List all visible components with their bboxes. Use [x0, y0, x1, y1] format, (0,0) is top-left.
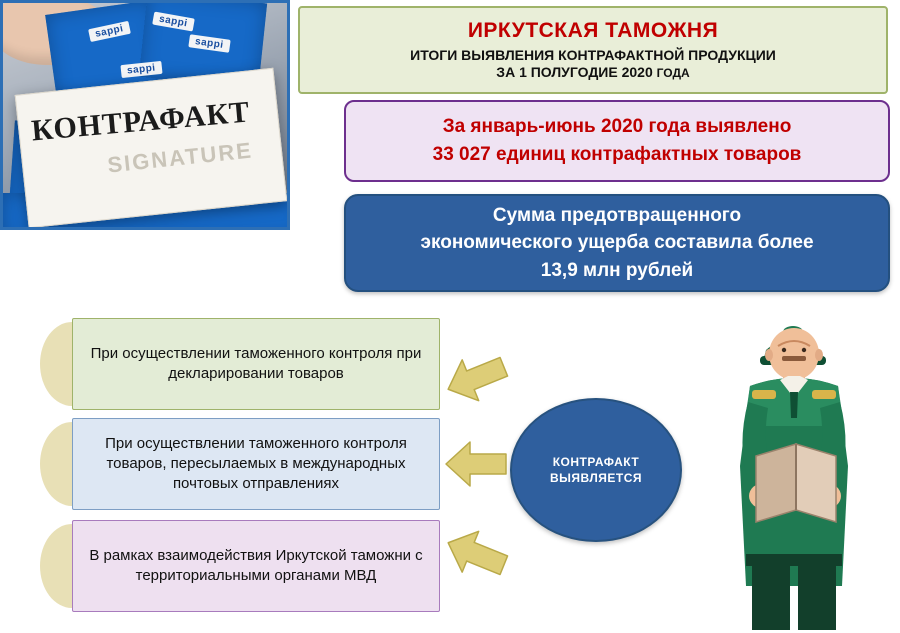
page-title: ИРКУТСКАЯ ТАМОЖНЯ	[467, 18, 719, 42]
photo-brand-tag: sappi	[152, 12, 194, 32]
photo-brand-tag: sappi	[120, 61, 162, 78]
item-text-box: При осуществлении таможенного контроля товаров, пересылаемых в международных почтовых отправлениях	[72, 418, 440, 510]
center-node-line1: КОНТРАФАКТ	[552, 454, 640, 469]
arrow-left-icon	[437, 342, 516, 414]
arrow-left-icon	[444, 438, 508, 490]
detection-channel-item	[40, 418, 440, 510]
prevented-damage-panel	[344, 194, 890, 292]
counterfeit-units-panel	[344, 100, 890, 182]
detection-channel-item	[40, 520, 440, 612]
customs-officer-illustration	[690, 310, 896, 633]
header-subtitle-line1: ИТОГИ ВЫЯВЛЕНИЯ КОНТРАФАКТНОЙ ПРОДУКЦИИ	[410, 46, 776, 63]
photo-brand-tag: sappi	[88, 21, 130, 42]
counterfeit-units-line2: 33 027 единиц контрафактных товаров	[432, 144, 802, 165]
center-node	[510, 398, 682, 542]
photo-white-box	[15, 68, 288, 228]
photo-box-caption: КОНТРАФАКТ	[30, 95, 252, 148]
header-panel	[298, 6, 888, 94]
detection-channel-item	[40, 318, 440, 410]
prevented-damage-line1: Сумма предотвращенного	[492, 204, 742, 226]
counterfeit-photo	[0, 0, 290, 230]
item-text-box: В рамках взаимодействия Иркутской таможни с территориальными органами МВД	[72, 520, 440, 612]
header-subtitle-year-word: ГОДА	[656, 66, 690, 80]
header-subtitle-period: ЗА 1 ПОЛУГОДИЕ 2020	[496, 64, 653, 80]
header-subtitle	[410, 47, 776, 82]
prevented-damage-line2: экономического ущерба составила более	[420, 232, 814, 254]
prevented-damage-line3: 13,9 млн рублей	[540, 259, 694, 281]
photo-brand-tag: sappi	[188, 34, 230, 53]
photo-box-watermark: SIGNATURE	[106, 137, 254, 178]
item-text-box: При осуществлении таможенного контроля при декларировании товаров	[72, 318, 440, 410]
header-subtitle-line2	[410, 64, 776, 82]
center-node-line2: ВЫЯВЛЯЕТСЯ	[549, 471, 643, 485]
counterfeit-units-line1: За январь-июнь 2020 года выявлено	[442, 116, 792, 138]
arrow-left-icon	[437, 518, 516, 590]
